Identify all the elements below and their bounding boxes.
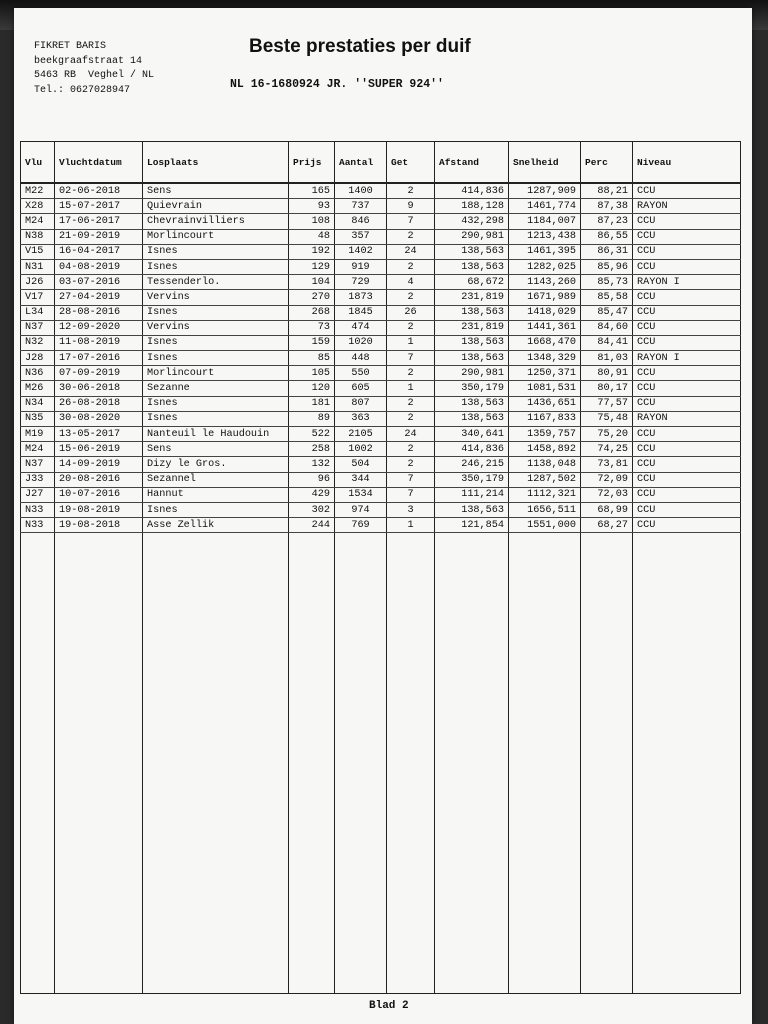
col-header-get: Get (387, 142, 435, 184)
col-header-vlu: Vlu (21, 142, 55, 184)
table-cell: 1845 (335, 305, 387, 320)
table-cell: 1287,909 (509, 183, 581, 199)
table-cell: N37 (21, 320, 55, 335)
table-cell: 2 (387, 396, 435, 411)
table-cell: Sezannel (143, 472, 289, 487)
table-cell: 432,298 (435, 214, 509, 229)
table-cell: Asse Zellik (143, 518, 289, 533)
table-cell: 258 (289, 442, 335, 457)
table-filler-cell (289, 533, 335, 994)
table-cell: RAYON I (633, 275, 741, 290)
table-cell: 72,03 (581, 487, 633, 502)
table-cell: 1 (387, 335, 435, 350)
table-cell: CCU (633, 442, 741, 457)
table-cell: Morlincourt (143, 366, 289, 381)
table-row (21, 487, 741, 502)
table-cell: 75,48 (581, 411, 633, 426)
table-cell: CCU (633, 381, 741, 396)
table-filler-cell (21, 533, 55, 994)
table-cell: 138,563 (435, 351, 509, 366)
col-header-prijs: Prijs (289, 142, 335, 184)
table-cell: 24 (387, 244, 435, 259)
table-cell: N35 (21, 411, 55, 426)
table-cell: 1671,989 (509, 290, 581, 305)
table-filler-cell (435, 533, 509, 994)
table-cell: 16-04-2017 (55, 244, 143, 259)
table-cell: Isnes (143, 396, 289, 411)
table-cell: N33 (21, 518, 55, 533)
table-cell: 15-07-2017 (55, 199, 143, 214)
table-cell: V17 (21, 290, 55, 305)
table-row (21, 442, 741, 457)
table-cell: 85,73 (581, 275, 633, 290)
page-number: Blad 2 (369, 1000, 409, 1012)
performance-table (20, 141, 741, 994)
table-row (21, 244, 741, 259)
table-cell: CCU (633, 335, 741, 350)
table-cell: 231,819 (435, 320, 509, 335)
table-cell: 807 (335, 396, 387, 411)
table-cell: Isnes (143, 502, 289, 517)
table-cell: J33 (21, 472, 55, 487)
page-title: Beste prestaties per duif (249, 36, 471, 57)
table-cell: CCU (633, 472, 741, 487)
table-filler-cell (633, 533, 741, 994)
table-cell: 7 (387, 472, 435, 487)
table-cell: L34 (21, 305, 55, 320)
table-cell: 1 (387, 518, 435, 533)
table-cell: N34 (21, 396, 55, 411)
table-cell: V15 (21, 244, 55, 259)
table-cell: 12-09-2020 (55, 320, 143, 335)
table-cell: 132 (289, 457, 335, 472)
table-cell: 474 (335, 320, 387, 335)
table-cell: Sens (143, 442, 289, 457)
table-cell: 121,854 (435, 518, 509, 533)
table-cell: 19-08-2018 (55, 518, 143, 533)
table-row (21, 518, 741, 533)
table-row (21, 457, 741, 472)
table-cell: 1250,371 (509, 366, 581, 381)
table-cell: 68,99 (581, 502, 633, 517)
col-header-perc: Perc (581, 142, 633, 184)
table-cell: 1551,000 (509, 518, 581, 533)
table-row (21, 290, 741, 305)
table-cell: 1458,892 (509, 442, 581, 457)
table-cell: 231,819 (435, 290, 509, 305)
table-cell: 138,563 (435, 244, 509, 259)
table-cell: 26-08-2018 (55, 396, 143, 411)
table-cell: RAYON I (633, 351, 741, 366)
table-cell: 75,20 (581, 427, 633, 442)
table-cell: 28-08-2016 (55, 305, 143, 320)
table-cell: 1534 (335, 487, 387, 502)
table-cell: 87,23 (581, 214, 633, 229)
table-cell: 357 (335, 229, 387, 244)
table-cell: 7 (387, 214, 435, 229)
table-cell: 10-07-2016 (55, 487, 143, 502)
table-cell: 1402 (335, 244, 387, 259)
table-cell: 17-06-2017 (55, 214, 143, 229)
table-cell: CCU (633, 502, 741, 517)
table-cell: 48 (289, 229, 335, 244)
table-cell: 120 (289, 381, 335, 396)
table-cell: 1656,511 (509, 502, 581, 517)
table-cell: Isnes (143, 305, 289, 320)
table-cell: CCU (633, 183, 741, 199)
table-cell: 15-06-2019 (55, 442, 143, 457)
table-cell: 21-09-2019 (55, 229, 143, 244)
table-cell: 919 (335, 259, 387, 274)
table-cell: CCU (633, 214, 741, 229)
col-header-afstand: Afstand (435, 142, 509, 184)
table-cell: 1418,029 (509, 305, 581, 320)
table-cell: 84,41 (581, 335, 633, 350)
table-cell: Sezanne (143, 381, 289, 396)
table-header-row (21, 142, 741, 184)
table-cell: N36 (21, 366, 55, 381)
table-cell: N32 (21, 335, 55, 350)
table-cell: 02-06-2018 (55, 183, 143, 199)
table-cell: J28 (21, 351, 55, 366)
table-row (21, 381, 741, 396)
owner-phone: Tel.: 0627028947 (34, 84, 131, 96)
table-filler-row (21, 533, 741, 994)
table-cell: 68,27 (581, 518, 633, 533)
table-cell: 30-08-2020 (55, 411, 143, 426)
table-cell: 737 (335, 199, 387, 214)
table-filler-cell (581, 533, 633, 994)
table-cell: 1167,833 (509, 411, 581, 426)
table-cell: 27-04-2019 (55, 290, 143, 305)
table-cell: 80,91 (581, 366, 633, 381)
table-cell: 138,563 (435, 305, 509, 320)
table-cell: 2 (387, 183, 435, 199)
table-row (21, 229, 741, 244)
table-cell: 340,641 (435, 427, 509, 442)
table-cell: 2 (387, 411, 435, 426)
table-cell: 24 (387, 427, 435, 442)
table-cell: CCU (633, 487, 741, 502)
table-cell: Dizy le Gros. (143, 457, 289, 472)
table-row (21, 183, 741, 199)
table-cell: 1287,502 (509, 472, 581, 487)
table-cell: 1143,260 (509, 275, 581, 290)
table-cell: 104 (289, 275, 335, 290)
table-cell: 414,836 (435, 183, 509, 199)
col-header-snelheid: Snelheid (509, 142, 581, 184)
table-cell: 87,38 (581, 199, 633, 214)
table-body (21, 183, 741, 994)
table-row (21, 502, 741, 517)
table-cell: 2 (387, 290, 435, 305)
table-cell: 138,563 (435, 396, 509, 411)
table-cell: 181 (289, 396, 335, 411)
table-cell: 77,57 (581, 396, 633, 411)
table-cell: 73,81 (581, 457, 633, 472)
table-cell: CCU (633, 259, 741, 274)
table-filler-cell (335, 533, 387, 994)
table-cell: 192 (289, 244, 335, 259)
table-cell: 1668,470 (509, 335, 581, 350)
table-cell: 138,563 (435, 411, 509, 426)
owner-name: FIKRET BARIS (34, 41, 107, 52)
table-cell: CCU (633, 427, 741, 442)
table-cell: 974 (335, 502, 387, 517)
table-row (21, 366, 741, 381)
table-cell: 111,214 (435, 487, 509, 502)
table-cell: Isnes (143, 259, 289, 274)
table-cell: 19-08-2019 (55, 502, 143, 517)
table-cell: CCU (633, 305, 741, 320)
table-cell: 85 (289, 351, 335, 366)
table-cell: 73 (289, 320, 335, 335)
table-row (21, 351, 741, 366)
table-cell: 188,128 (435, 199, 509, 214)
table-cell: 159 (289, 335, 335, 350)
table-cell: Hannut (143, 487, 289, 502)
printed-sheet (14, 8, 752, 1024)
table-cell: 86,31 (581, 244, 633, 259)
table-cell: 429 (289, 487, 335, 502)
table-cell: 4 (387, 275, 435, 290)
table-cell: 96 (289, 472, 335, 487)
table-cell: 350,179 (435, 472, 509, 487)
table-cell: 1213,438 (509, 229, 581, 244)
table-cell: 20-08-2016 (55, 472, 143, 487)
table-cell: Tessenderlo. (143, 275, 289, 290)
table-cell: 302 (289, 502, 335, 517)
table-cell: N33 (21, 502, 55, 517)
table-cell: 270 (289, 290, 335, 305)
table-cell: RAYON (633, 199, 741, 214)
table-filler-cell (55, 533, 143, 994)
table-cell: CCU (633, 229, 741, 244)
table-row (21, 214, 741, 229)
table-cell: Morlincourt (143, 229, 289, 244)
table-cell: 17-07-2016 (55, 351, 143, 366)
table-cell: 7 (387, 351, 435, 366)
table-cell: RAYON (633, 411, 741, 426)
table-cell: M24 (21, 442, 55, 457)
table-cell: 522 (289, 427, 335, 442)
table-cell: 246,215 (435, 457, 509, 472)
table-cell: N37 (21, 457, 55, 472)
table-row (21, 411, 741, 426)
table-cell: 04-08-2019 (55, 259, 143, 274)
table-cell: CCU (633, 457, 741, 472)
table-row (21, 335, 741, 350)
table-cell: 244 (289, 518, 335, 533)
table-cell: Sens (143, 183, 289, 199)
table-cell: X28 (21, 199, 55, 214)
table-cell: 89 (289, 411, 335, 426)
table-cell: 93 (289, 199, 335, 214)
table-filler-cell (509, 533, 581, 994)
table-cell: 85,47 (581, 305, 633, 320)
table-cell: 1 (387, 381, 435, 396)
owner-city: 5463 RB Veghel / NL (34, 70, 155, 81)
table-cell: 1348,329 (509, 351, 581, 366)
table-cell: 88,21 (581, 183, 633, 199)
table-cell: 363 (335, 411, 387, 426)
table-cell: 1138,048 (509, 457, 581, 472)
table-cell: 2 (387, 320, 435, 335)
table-cell: 448 (335, 351, 387, 366)
pigeon-identifier: NL 16-1680924 JR. ''SUPER 924'' (230, 78, 444, 91)
table-cell: 3 (387, 502, 435, 517)
table-cell: 350,179 (435, 381, 509, 396)
table-row (21, 199, 741, 214)
table-cell: 07-09-2019 (55, 366, 143, 381)
table-cell: Quievrain (143, 199, 289, 214)
table-cell: Isnes (143, 335, 289, 350)
table-row (21, 259, 741, 274)
table-cell: 268 (289, 305, 335, 320)
table-cell: 290,981 (435, 366, 509, 381)
table-row (21, 275, 741, 290)
table-cell: 1873 (335, 290, 387, 305)
owner-address-block (34, 40, 154, 98)
table-cell: 504 (335, 457, 387, 472)
table-cell: 605 (335, 381, 387, 396)
col-header-losplaats: Losplaats (143, 142, 289, 184)
table-cell: 1400 (335, 183, 387, 199)
table-cell: 9 (387, 199, 435, 214)
table-cell: 13-05-2017 (55, 427, 143, 442)
owner-street: beekgraafstraat 14 (34, 55, 143, 67)
table-row (21, 320, 741, 335)
table-cell: 81,03 (581, 351, 633, 366)
table-cell: 129 (289, 259, 335, 274)
table-cell: N31 (21, 259, 55, 274)
table-cell: 1184,007 (509, 214, 581, 229)
table-cell: 80,17 (581, 381, 633, 396)
table-cell: 86,55 (581, 229, 633, 244)
table-cell: CCU (633, 396, 741, 411)
table-cell: 2 (387, 229, 435, 244)
table-cell: 7 (387, 487, 435, 502)
table-cell: 108 (289, 214, 335, 229)
table-cell: M22 (21, 183, 55, 199)
col-header-niveau: Niveau (633, 142, 741, 184)
table-cell: CCU (633, 518, 741, 533)
table-cell: 1020 (335, 335, 387, 350)
table-cell: 85,58 (581, 290, 633, 305)
table-cell: 414,836 (435, 442, 509, 457)
table-cell: 84,60 (581, 320, 633, 335)
table-cell: 138,563 (435, 259, 509, 274)
table-cell: M19 (21, 427, 55, 442)
table-cell: 68,672 (435, 275, 509, 290)
col-header-aantal: Aantal (335, 142, 387, 184)
table-cell: 11-08-2019 (55, 335, 143, 350)
table-cell: 1461,774 (509, 199, 581, 214)
table-cell: 1282,025 (509, 259, 581, 274)
table-cell: 85,96 (581, 259, 633, 274)
table-cell: 14-09-2019 (55, 457, 143, 472)
table-cell: 72,09 (581, 472, 633, 487)
table-cell: 138,563 (435, 335, 509, 350)
table-cell: 1461,395 (509, 244, 581, 259)
table-cell: 550 (335, 366, 387, 381)
table-cell: 2 (387, 259, 435, 274)
table-filler-cell (387, 533, 435, 994)
table-row (21, 305, 741, 320)
table-cell: 105 (289, 366, 335, 381)
table-cell: 74,25 (581, 442, 633, 457)
table-cell: 1112,321 (509, 487, 581, 502)
table-cell: Vervins (143, 290, 289, 305)
table-cell: 769 (335, 518, 387, 533)
table-cell: 1359,757 (509, 427, 581, 442)
table-cell: 138,563 (435, 502, 509, 517)
table-cell: 846 (335, 214, 387, 229)
table-cell: N38 (21, 229, 55, 244)
table-cell: 2105 (335, 427, 387, 442)
table-row (21, 396, 741, 411)
table-cell: CCU (633, 244, 741, 259)
table-cell: 1002 (335, 442, 387, 457)
table-filler-cell (143, 533, 289, 994)
table-cell: J26 (21, 275, 55, 290)
table-cell: Isnes (143, 244, 289, 259)
table-cell: 729 (335, 275, 387, 290)
table-cell: 26 (387, 305, 435, 320)
table-cell: 344 (335, 472, 387, 487)
table-cell: Isnes (143, 351, 289, 366)
table-cell: CCU (633, 366, 741, 381)
table-cell: 30-06-2018 (55, 381, 143, 396)
table-cell: 2 (387, 442, 435, 457)
table-cell: 03-07-2016 (55, 275, 143, 290)
col-header-vluchtdatum: Vluchtdatum (55, 142, 143, 184)
table-row (21, 427, 741, 442)
table-cell: M24 (21, 214, 55, 229)
table-cell: 2 (387, 366, 435, 381)
table-cell: Vervins (143, 320, 289, 335)
table-cell: Isnes (143, 411, 289, 426)
table-cell: CCU (633, 290, 741, 305)
table-cell: 1081,531 (509, 381, 581, 396)
table-cell: 1436,651 (509, 396, 581, 411)
table-cell: 290,981 (435, 229, 509, 244)
table-cell: 2 (387, 457, 435, 472)
table-row (21, 472, 741, 487)
table-cell: 165 (289, 183, 335, 199)
table-cell: Nanteuil le Haudouin (143, 427, 289, 442)
table-cell: Chevrainvilliers (143, 214, 289, 229)
table-cell: CCU (633, 320, 741, 335)
table-cell: 1441,361 (509, 320, 581, 335)
table-cell: J27 (21, 487, 55, 502)
table-cell: M26 (21, 381, 55, 396)
